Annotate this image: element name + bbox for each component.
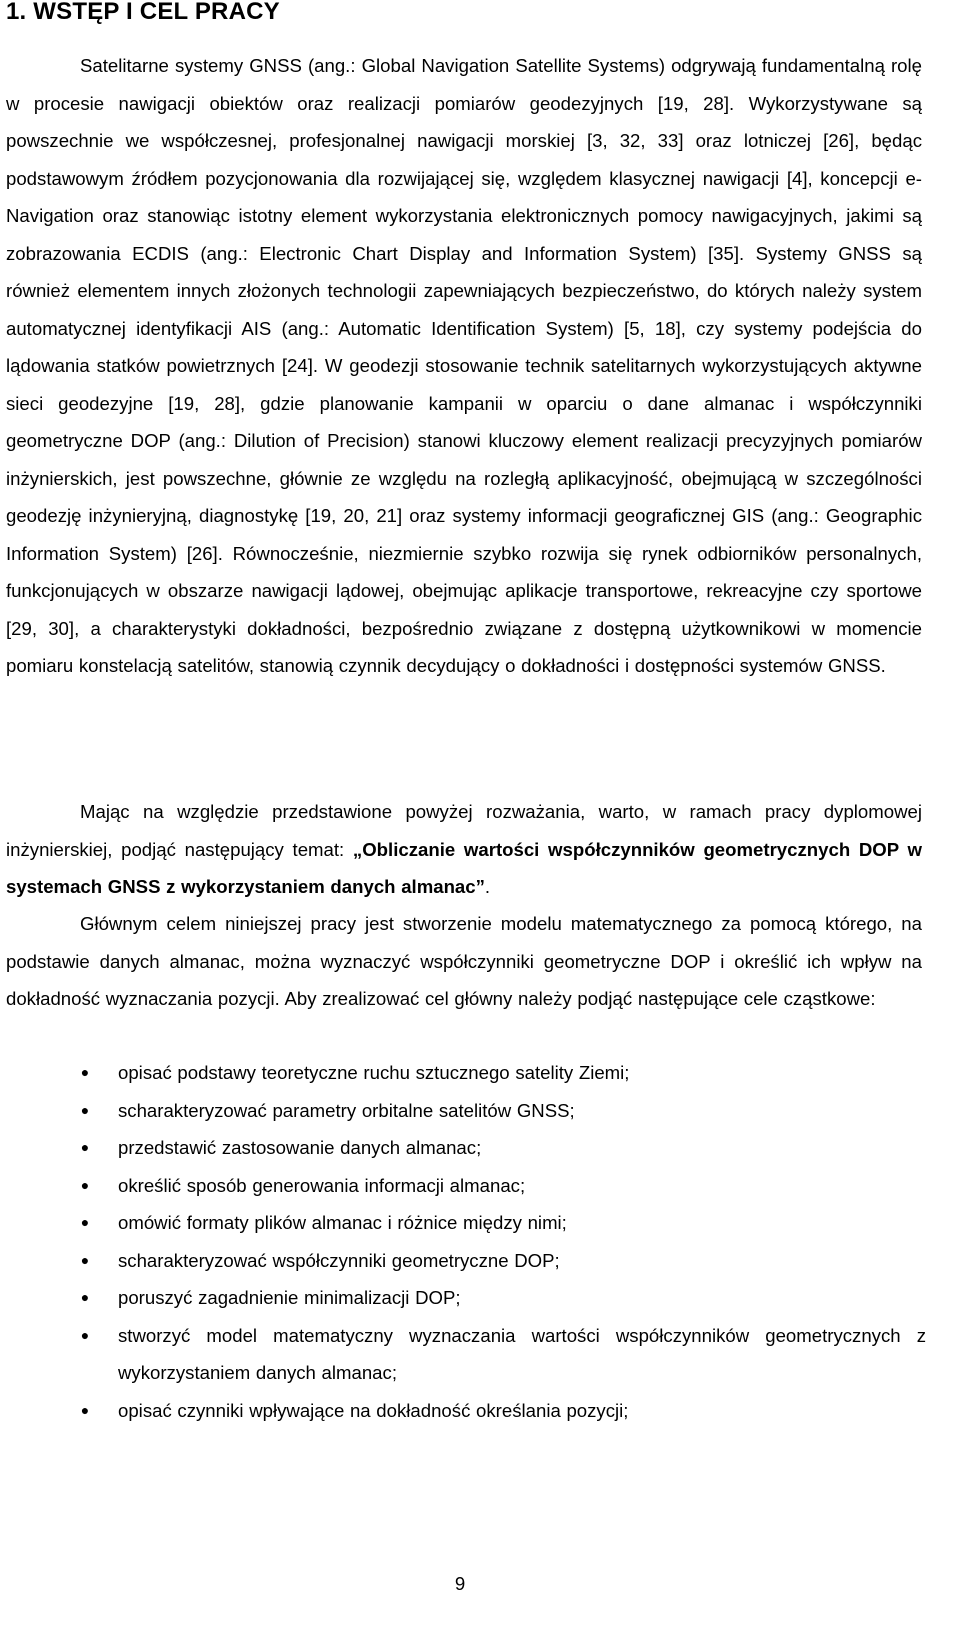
thesis-topic-paragraph [6, 793, 922, 906]
list-item [0, 1167, 926, 1205]
goal-text: określić sposób generowania informacji almanac; [118, 1174, 526, 1196]
bullet-icon: ● [80, 1326, 90, 1343]
goal-text: przedstawić zastosowanie danych almanac; [118, 1137, 482, 1158]
bullet-icon: ● [80, 1101, 90, 1118]
list-item [0, 1129, 926, 1167]
list-item [0, 1317, 926, 1392]
thesis-topic-intro: Mając na względzie przedstawione powyżej rozważania, warto, w ramach pracy dyplomowej inżynierskiej, podjąć następujący temat: [6, 801, 922, 860]
list-item [0, 1204, 926, 1242]
goal-text: scharakteryzować współczynniki geometryczne DOP; [118, 1249, 560, 1271]
bullet-icon: ● [80, 1401, 90, 1418]
main-goal-paragraph: Głównym celem niniejszej pracy jest stworzenie modelu matematycznego za pomocą którego, na podstawie danych almanac, można wyznaczyć współczynniki geometryczne DOP i określić ich wpływ na dokładność wyznaczania pozycji. Aby zrealizować cel główny należy podjąć następujące cele cząstkowe: [6, 913, 922, 1009]
bullet-icon: ● [80, 1289, 90, 1305]
goal-text: opisać czynniki wpływające na dokładność określania pozycji; [118, 1399, 629, 1421]
intro-paragraph: Satelitarne systemy GNSS (ang.: Global Navigation Satellite Systems) odgrywają fundamentalną rolę w procesie nawigacji obiektów oraz realizacji pomiarów geodezyjnych [19, 28]. Wykorzystywane są powszechnie we współczesnej, profesjonalnej nawigacji morskiej [3, 32, 33] oraz lotniczej [26], będąc podstawowym źródłem pozycjonowania dla rozwijającej się, względem klasycznej nawigacji [4], koncepcji e-Navigation oraz stanowiąc istotny element wykorzystania elektronicznych pomocy nawigacyjnych, jakimi są zobrazowania ECDIS (ang.: Electronic Chart Display and Information System) [35]. Systemy GNSS są również elementem innych złożonych technologii zapewniających bezpieczeństwo, do których należy system automatycznej identyfikacji AIS (ang.: Automatic Identification System) [5, 18], czy systemy podejścia do lądowania statków powietrznych [24]. W geodezji stosowanie technik satelitarnych wykorzystujących aktywne sieci geodezyjne [19, 28], gdzie planowanie kampanii w oparciu o dane almanac i współczynniki geometryczne DOP (ang.: Dilution of Precision) stanowi kluczowy element realizacji precyzyjnych pomiarów inżynierskich, jest powszechne, głównie ze względu na rozległą aplikacyjność, obejmującą w szczególności geodezję inżynieryjną, diagnostykę [19, 20, 21] oraz systemy informacji geograficznej GIS (ang.: Geographic Information System) [26]. Równocześnie, niezmiernie szybko rozwija się rynek odbiorników personalnych, funkcjonujących w obszarze nawigacji lądowej, obejmując aplikacje transportowe, rekreacyjne czy sportowe [29, 30], a charakterystyki dokładności, bezpośrednio związane z dostępną użytkownikowi w momencie pomiaru konstelacją satelitów, stanowią czynnik decydujący o dokładności i dostępności systemów GNSS. [6, 55, 922, 676]
goal-text: stworzyć model matematyczny wyznaczania wartości współczynników geometrycznych z wykorzystaniem danych almanac; [118, 1324, 926, 1383]
goal-text: omówić formaty plików almanac i różnice między nimi; [118, 1212, 567, 1233]
bullet-icon: ● [80, 1139, 90, 1155]
bullet-icon: ● [80, 1176, 90, 1193]
list-item [0, 1392, 926, 1430]
list-item [0, 1242, 926, 1280]
thesis-topic-title: „Obliczanie wartości współczynników geometrycznych DOP w systemach GNSS z wykorzystaniem danych almanac” [6, 838, 922, 897]
bullet-icon: ● [80, 1064, 90, 1080]
list-item [0, 1279, 926, 1317]
section-heading: 1. WSTĘP I CEL PRACY [6, 0, 280, 25]
goals-list [0, 1054, 926, 1429]
goal-text: opisać podstawy teoretyczne ruchu sztucznego satelity Ziemi; [118, 1062, 630, 1083]
page-number: 9 [454, 1573, 466, 1594]
goal-text: scharakteryzować parametry orbitalne satelitów GNSS; [118, 1099, 575, 1121]
thesis-topic-end: . [484, 876, 491, 897]
list-item [0, 1054, 926, 1092]
goal-text: poruszyć zagadnienie minimalizacji DOP; [118, 1287, 461, 1308]
list-item [0, 1092, 926, 1130]
bullet-icon: ● [80, 1251, 90, 1268]
bullet-icon: ● [80, 1214, 90, 1230]
